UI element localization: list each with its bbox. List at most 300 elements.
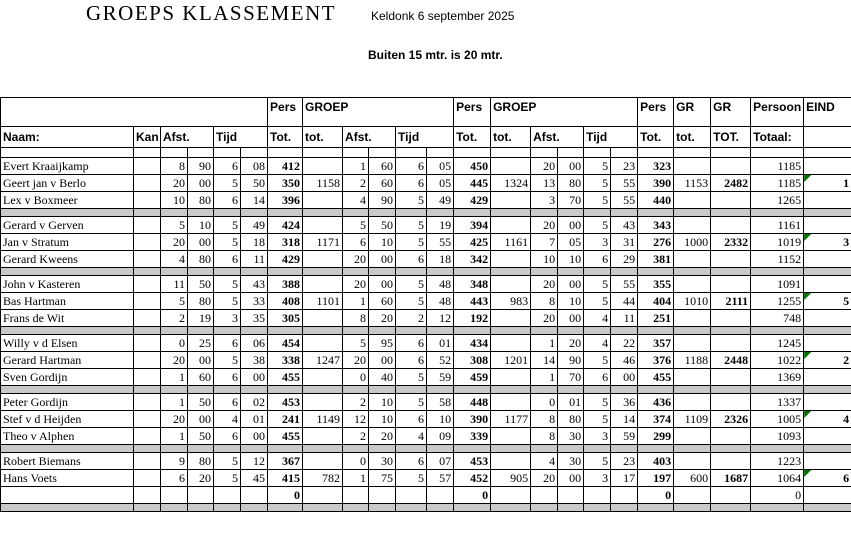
separator-cell — [584, 268, 611, 276]
value-cell — [134, 335, 161, 352]
separator-cell — [711, 268, 751, 276]
value-cell — [674, 453, 711, 470]
separator-cell — [454, 209, 491, 217]
separator-cell — [674, 327, 711, 335]
value-cell: 440 — [638, 192, 674, 209]
value-cell: 1 — [161, 394, 188, 411]
name-cell: Frans de Wit — [1, 310, 134, 327]
header-cell-tijd-2: Tijd — [396, 127, 454, 148]
value-cell: 425 — [454, 234, 491, 251]
value-cell — [674, 217, 711, 234]
value-cell: 6 — [214, 394, 241, 411]
header-cell-pers-3: Pers — [638, 98, 674, 127]
table-header-row-columns — [1, 127, 851, 148]
table-row — [1, 394, 851, 411]
separator-cell — [303, 386, 343, 394]
value-cell: 05 — [427, 175, 454, 192]
value-cell: 6 — [214, 369, 241, 386]
value-cell: 1149 — [303, 411, 343, 428]
value-cell: 6 — [214, 335, 241, 352]
table-row — [1, 487, 851, 504]
separator-cell — [188, 209, 214, 217]
spacer-cell — [751, 148, 804, 158]
separator-cell — [303, 504, 343, 512]
separator-cell — [558, 327, 584, 335]
value-cell: 1091 — [751, 276, 804, 293]
value-cell: 19 — [427, 217, 454, 234]
value-cell: 6 — [396, 453, 427, 470]
separator-cell — [611, 268, 638, 276]
separator-cell — [188, 504, 214, 512]
value-cell: 5 — [396, 470, 427, 487]
value-cell: 45 — [241, 470, 268, 487]
value-cell: 13 — [531, 175, 558, 192]
value-cell: 6 — [396, 411, 427, 428]
header-cell-naam: Naam: — [1, 127, 134, 148]
separator-cell — [804, 268, 851, 276]
value-cell — [134, 234, 161, 251]
separator-cell — [303, 268, 343, 276]
value-cell — [804, 276, 851, 293]
separator-cell — [268, 209, 303, 217]
value-cell: 00 — [558, 158, 584, 175]
comment-marker-icon — [804, 411, 811, 418]
separator-cell — [396, 327, 427, 335]
value-cell: 12 — [241, 453, 268, 470]
value-cell — [396, 487, 427, 504]
spacer-cell — [491, 148, 531, 158]
value-cell: 00 — [241, 428, 268, 445]
separator-cell — [369, 504, 396, 512]
separator-cell — [134, 386, 161, 394]
header-cell-eind: EIND — [804, 98, 851, 127]
value-cell — [369, 487, 396, 504]
value-cell: 452 — [454, 470, 491, 487]
value-cell — [558, 487, 584, 504]
value-cell: 367 — [268, 453, 303, 470]
separator-cell — [303, 445, 343, 453]
value-cell: 448 — [454, 394, 491, 411]
separator-cell — [751, 386, 804, 394]
table-row — [1, 158, 851, 175]
value-cell: 36 — [611, 394, 638, 411]
value-cell: 197 — [638, 470, 674, 487]
separator-cell — [1, 268, 134, 276]
table-row — [1, 470, 851, 487]
name-cell: Evert Kraaijkamp — [1, 158, 134, 175]
separator-cell — [804, 386, 851, 394]
value-cell — [491, 335, 531, 352]
value-cell: 5 — [396, 234, 427, 251]
value-cell: 1153 — [674, 175, 711, 192]
value-cell — [804, 158, 851, 175]
header-cell-kan: Kan — [134, 127, 161, 148]
value-cell: 436 — [638, 394, 674, 411]
value-cell: 23 — [611, 158, 638, 175]
value-cell: 455 — [638, 369, 674, 386]
name-cell: Jan v Stratum — [1, 234, 134, 251]
value-cell — [134, 369, 161, 386]
value-cell: 30 — [369, 453, 396, 470]
separator-cell — [161, 268, 188, 276]
value-cell: 8 — [531, 411, 558, 428]
value-cell: 3 — [531, 192, 558, 209]
separator-cell — [268, 445, 303, 453]
value-cell — [491, 192, 531, 209]
value-cell: 0 — [638, 487, 674, 504]
value-cell — [804, 453, 851, 470]
value-cell: 1005 — [751, 411, 804, 428]
spacer-cell — [134, 148, 161, 158]
value-cell — [711, 251, 751, 268]
value-cell: 20 — [531, 276, 558, 293]
value-cell: 02 — [241, 394, 268, 411]
value-cell: 192 — [454, 310, 491, 327]
value-cell: 18 — [241, 234, 268, 251]
value-cell: 5 — [214, 453, 241, 470]
value-cell: 5 — [584, 217, 611, 234]
value-cell: 2 — [161, 310, 188, 327]
value-cell — [303, 158, 343, 175]
value-cell: 2482 — [711, 175, 751, 192]
value-cell: 403 — [638, 453, 674, 470]
value-cell — [134, 470, 161, 487]
separator-cell — [427, 386, 454, 394]
value-cell — [303, 217, 343, 234]
value-cell: 20 — [369, 428, 396, 445]
comment-marker-icon — [804, 175, 811, 182]
value-cell: 357 — [638, 335, 674, 352]
value-cell: 20 — [161, 352, 188, 369]
value-cell: 1223 — [751, 453, 804, 470]
value-cell: 11 — [611, 310, 638, 327]
value-cell: 20 — [531, 310, 558, 327]
value-cell: 1 — [161, 428, 188, 445]
value-cell: 4 — [531, 453, 558, 470]
separator-cell — [558, 445, 584, 453]
value-cell — [491, 487, 531, 504]
name-cell — [1, 487, 134, 504]
table-row — [1, 217, 851, 234]
spacer-cell — [369, 148, 396, 158]
value-cell: 396 — [268, 192, 303, 209]
separator-cell — [491, 327, 531, 335]
separator-row — [1, 209, 851, 217]
value-cell — [804, 217, 851, 234]
separator-cell — [454, 386, 491, 394]
value-cell — [674, 276, 711, 293]
value-cell: 46 — [611, 352, 638, 369]
value-cell: 348 — [454, 276, 491, 293]
value-cell: 1337 — [751, 394, 804, 411]
value-cell: 1201 — [491, 352, 531, 369]
value-cell: 14 — [241, 192, 268, 209]
spacer-cell — [1, 148, 134, 158]
value-cell: 1158 — [303, 175, 343, 192]
value-cell — [303, 276, 343, 293]
value-cell: 5 — [584, 352, 611, 369]
value-cell: 12 — [427, 310, 454, 327]
value-cell: 4 — [584, 335, 611, 352]
value-cell: 600 — [674, 470, 711, 487]
value-cell — [491, 369, 531, 386]
value-cell: 2 — [396, 310, 427, 327]
value-cell: 01 — [427, 335, 454, 352]
value-cell: 7 — [531, 234, 558, 251]
separator-cell — [674, 209, 711, 217]
header-cell-persoon: Persoon — [751, 98, 804, 127]
separator-cell — [188, 327, 214, 335]
header-cell-grouptot-1: tot. — [303, 127, 343, 148]
value-cell: 80 — [188, 192, 214, 209]
value-cell — [134, 352, 161, 369]
value-cell: 29 — [611, 251, 638, 268]
value-cell: 1000 — [674, 234, 711, 251]
table-row — [1, 453, 851, 470]
value-cell: 22 — [611, 335, 638, 352]
name-cell: Gerard Hartman — [1, 352, 134, 369]
separator-cell — [584, 504, 611, 512]
spacer-cell — [161, 148, 188, 158]
value-cell: 18 — [427, 251, 454, 268]
value-cell — [804, 310, 851, 327]
value-cell: 6 — [214, 428, 241, 445]
value-cell — [674, 369, 711, 386]
value-cell: 905 — [491, 470, 531, 487]
value-cell: 5 — [214, 234, 241, 251]
value-cell: 6 — [396, 352, 427, 369]
value-cell: 355 — [638, 276, 674, 293]
value-cell: 4 — [161, 251, 188, 268]
value-cell: 299 — [638, 428, 674, 445]
value-cell: 00 — [558, 470, 584, 487]
value-cell: 80 — [558, 411, 584, 428]
table-row — [1, 428, 851, 445]
separator-cell — [611, 445, 638, 453]
separator-cell — [638, 209, 674, 217]
value-cell: 459 — [454, 369, 491, 386]
value-cell: 00 — [558, 310, 584, 327]
separator-cell — [427, 445, 454, 453]
separator-cell — [268, 386, 303, 394]
value-cell: 6 — [584, 369, 611, 386]
value-cell — [674, 335, 711, 352]
separator-cell — [396, 504, 427, 512]
value-cell — [134, 428, 161, 445]
header-cell-gr-TOT: GR — [711, 98, 751, 127]
value-cell: 20 — [343, 276, 369, 293]
separator-cell — [214, 386, 241, 394]
value-cell — [343, 487, 369, 504]
rule-note: Buiten 15 mtr. is 20 mtr. — [368, 48, 503, 62]
value-cell: 404 — [638, 293, 674, 310]
value-cell: 4 — [396, 428, 427, 445]
separator-cell — [711, 209, 751, 217]
value-cell: 59 — [611, 428, 638, 445]
value-cell: 5 — [161, 217, 188, 234]
separator-cell — [1, 327, 134, 335]
value-cell — [711, 453, 751, 470]
value-cell: 20 — [369, 310, 396, 327]
header-cell-tijd-1: Tijd — [214, 127, 268, 148]
separator-cell — [558, 268, 584, 276]
separator-cell — [214, 445, 241, 453]
separator-row — [1, 386, 851, 394]
separator-cell — [491, 268, 531, 276]
value-cell: 43 — [241, 276, 268, 293]
value-cell: 3 — [584, 234, 611, 251]
value-cell: 455 — [268, 428, 303, 445]
value-cell: 424 — [268, 217, 303, 234]
separator-cell — [134, 445, 161, 453]
value-cell: 1185 — [751, 175, 804, 192]
separator-cell — [369, 327, 396, 335]
separator-cell — [558, 386, 584, 394]
value-cell — [674, 310, 711, 327]
value-cell: 6 — [804, 470, 851, 487]
value-cell: 00 — [188, 411, 214, 428]
value-cell: 429 — [268, 251, 303, 268]
value-cell: 1019 — [751, 234, 804, 251]
separator-cell — [531, 504, 558, 512]
header-cell-totaal: Totaal: — [751, 127, 804, 148]
value-cell: 2 — [343, 175, 369, 192]
separator-cell — [1, 386, 134, 394]
value-cell: 60 — [188, 369, 214, 386]
value-cell: 241 — [268, 411, 303, 428]
separator-cell — [584, 327, 611, 335]
value-cell: 4 — [214, 411, 241, 428]
spacer-cell — [427, 148, 454, 158]
comment-marker-icon — [804, 293, 811, 300]
name-cell: Peter Gordijn — [1, 394, 134, 411]
separator-cell — [584, 209, 611, 217]
separator-cell — [531, 327, 558, 335]
value-cell: 55 — [611, 192, 638, 209]
header-cell-groep-2: GROEP — [491, 98, 638, 127]
name-cell: John v Kasteren — [1, 276, 134, 293]
value-cell: 2332 — [711, 234, 751, 251]
value-cell: 1064 — [751, 470, 804, 487]
separator-cell — [241, 209, 268, 217]
value-cell: 1369 — [751, 369, 804, 386]
header-cell-groep-1: GROEP — [303, 98, 454, 127]
value-cell — [674, 251, 711, 268]
separator-cell — [584, 445, 611, 453]
separator-cell — [369, 268, 396, 276]
spacer-cell — [343, 148, 369, 158]
value-cell: 0 — [454, 487, 491, 504]
value-cell: 374 — [638, 411, 674, 428]
value-cell: 6 — [396, 158, 427, 175]
value-cell: 00 — [188, 175, 214, 192]
value-cell: 1 — [161, 369, 188, 386]
value-cell: 5 — [396, 192, 427, 209]
value-cell: 52 — [427, 352, 454, 369]
value-cell: 0 — [268, 487, 303, 504]
value-cell: 43 — [611, 217, 638, 234]
value-cell — [491, 276, 531, 293]
separator-cell — [396, 209, 427, 217]
separator-cell — [188, 445, 214, 453]
separator-cell — [454, 504, 491, 512]
value-cell: 1093 — [751, 428, 804, 445]
value-cell: 5 — [584, 192, 611, 209]
value-cell: 00 — [188, 352, 214, 369]
value-cell: 5 — [584, 453, 611, 470]
value-cell — [804, 251, 851, 268]
value-cell: 1152 — [751, 251, 804, 268]
value-cell: 983 — [491, 293, 531, 310]
value-cell: 20 — [343, 251, 369, 268]
value-cell: 1101 — [303, 293, 343, 310]
value-cell: 10 — [369, 394, 396, 411]
value-cell — [491, 394, 531, 411]
separator-cell — [214, 327, 241, 335]
value-cell: 20 — [161, 175, 188, 192]
separator-cell — [1, 445, 134, 453]
separator-cell — [214, 209, 241, 217]
value-cell: 8 — [531, 293, 558, 310]
value-cell: 1161 — [491, 234, 531, 251]
value-cell — [134, 175, 161, 192]
separator-cell — [241, 268, 268, 276]
value-cell — [134, 293, 161, 310]
value-cell: 5 — [584, 158, 611, 175]
separator-cell — [638, 445, 674, 453]
separator-cell — [804, 327, 851, 335]
value-cell — [134, 158, 161, 175]
separator-row — [1, 327, 851, 335]
value-cell: 19 — [188, 310, 214, 327]
separator-cell — [1, 504, 134, 512]
value-cell: 376 — [638, 352, 674, 369]
value-cell: 35 — [241, 310, 268, 327]
value-cell: 339 — [454, 428, 491, 445]
header-cell-grtot: tot. — [674, 127, 711, 148]
value-cell — [804, 335, 851, 352]
value-cell: 50 — [241, 175, 268, 192]
value-cell — [491, 217, 531, 234]
header-cell-pers-1: Pers — [268, 98, 303, 127]
separator-cell — [161, 445, 188, 453]
value-cell: 390 — [454, 411, 491, 428]
separator-cell — [188, 268, 214, 276]
value-cell: 90 — [369, 192, 396, 209]
value-cell: 70 — [558, 192, 584, 209]
value-cell: 415 — [268, 470, 303, 487]
value-cell: 412 — [268, 158, 303, 175]
value-cell: 4 — [584, 310, 611, 327]
value-cell — [134, 411, 161, 428]
value-cell — [711, 158, 751, 175]
value-cell: 11 — [241, 251, 268, 268]
separator-cell — [134, 504, 161, 512]
spacer-cell — [804, 148, 851, 158]
separator-cell — [751, 504, 804, 512]
table-row — [1, 369, 851, 386]
value-cell: 2 — [343, 428, 369, 445]
separator-cell — [161, 504, 188, 512]
value-cell: 5 — [161, 293, 188, 310]
separator-cell — [343, 504, 369, 512]
value-cell — [491, 428, 531, 445]
value-cell: 453 — [268, 394, 303, 411]
comment-marker-icon — [804, 352, 811, 359]
header-cell-afst-2: Afst. — [343, 127, 396, 148]
spacer-row — [1, 148, 851, 158]
separator-cell — [531, 209, 558, 217]
